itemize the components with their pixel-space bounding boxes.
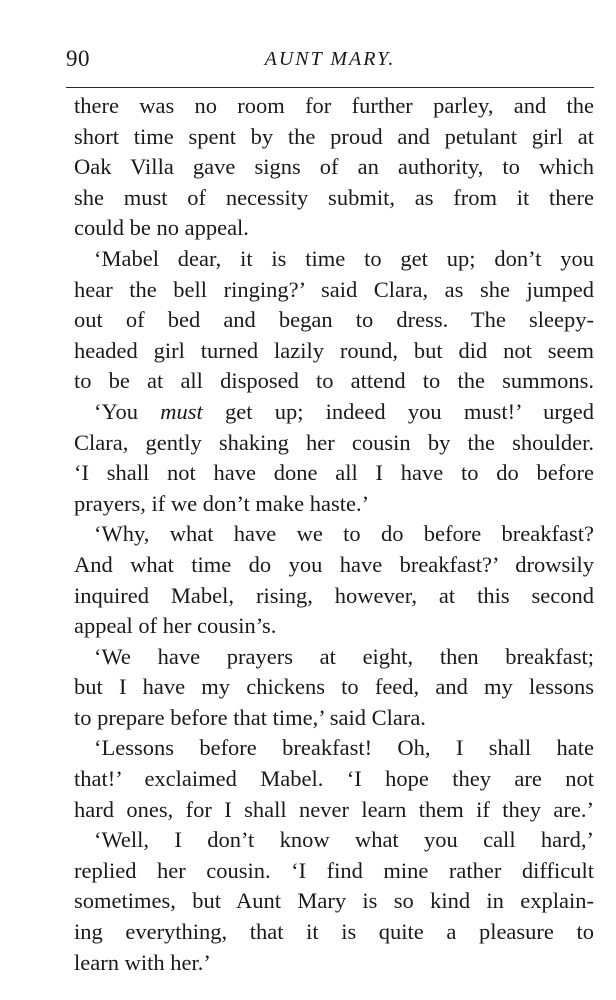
text-line: And what time do you have breakfast?’ drowsily: [74, 551, 594, 577]
running-title: AUNT MARY.: [264, 48, 396, 70]
page-number: 90: [66, 46, 90, 71]
text-line: but I have my chickens to feed, and my lessons: [74, 674, 594, 700]
text-line: ing everything, that it is quite a pleasure to: [74, 919, 594, 945]
body-text: [74, 91, 594, 978]
text-line: ‘Well, I don’t know what you call hard,’: [94, 827, 594, 853]
text-line: sometimes, but Aunt Mary is so kind in explain-: [74, 888, 594, 914]
text-line: inquired Mabel, rising, however, at this second: [74, 582, 594, 608]
text-line: hear the bell ringing?’ said Clara, as she jumped: [74, 276, 594, 302]
text-line: she must of necessity submit, as from it there: [74, 184, 594, 210]
text-line: short time spent by the proud and petulant girl at: [74, 123, 594, 149]
text-line: replied her cousin. ‘I find mine rather difficult: [74, 857, 594, 883]
text-line: appeal of her cousin’s.: [74, 613, 277, 639]
text-line: ‘Lessons before breakfast! Oh, I shall hate: [94, 735, 594, 761]
text-line: prayers, if we don’t make haste.’: [74, 490, 370, 516]
text-line: ‘We have prayers at eight, then breakfast;: [94, 643, 594, 669]
text-line: headed girl turned lazily round, but did not seem: [74, 337, 594, 363]
text-segment: get up; indeed you must!’ urged: [202, 398, 594, 424]
page-header: [66, 46, 594, 82]
text-line: out of bed and began to dress. The sleepy-: [74, 307, 594, 333]
text-line: [74, 397, 594, 428]
text-line: to prepare before that time,’ said Clara.: [74, 704, 426, 730]
text-line: to be at all disposed to attend to the summons.: [74, 368, 594, 394]
text-line: ‘Mabel dear, it is time to get up; don’t you: [94, 245, 594, 271]
text-line: there was no room for further parley, and the: [74, 93, 594, 118]
text-line: Clara, gently shaking her cousin by the shoulder.: [74, 429, 594, 455]
text-line: ‘I shall not have done all I have to do before: [74, 460, 594, 486]
text-line: Oak Villa gave signs of an authority, to which: [74, 154, 594, 180]
emphasized-word: must: [160, 398, 203, 424]
text-line: could be no appeal.: [74, 215, 249, 241]
text-line: learn with her.’: [74, 949, 211, 975]
text-line: that!’ exclaimed Mabel. ‘I hope they are not: [74, 766, 594, 792]
text-segment: ‘You: [94, 398, 161, 424]
header-rule: [66, 87, 594, 88]
text-line: ‘Why, what have we to do before breakfast?: [94, 521, 594, 547]
text-line: hard ones, for I shall never learn them if they are.’: [74, 796, 594, 822]
